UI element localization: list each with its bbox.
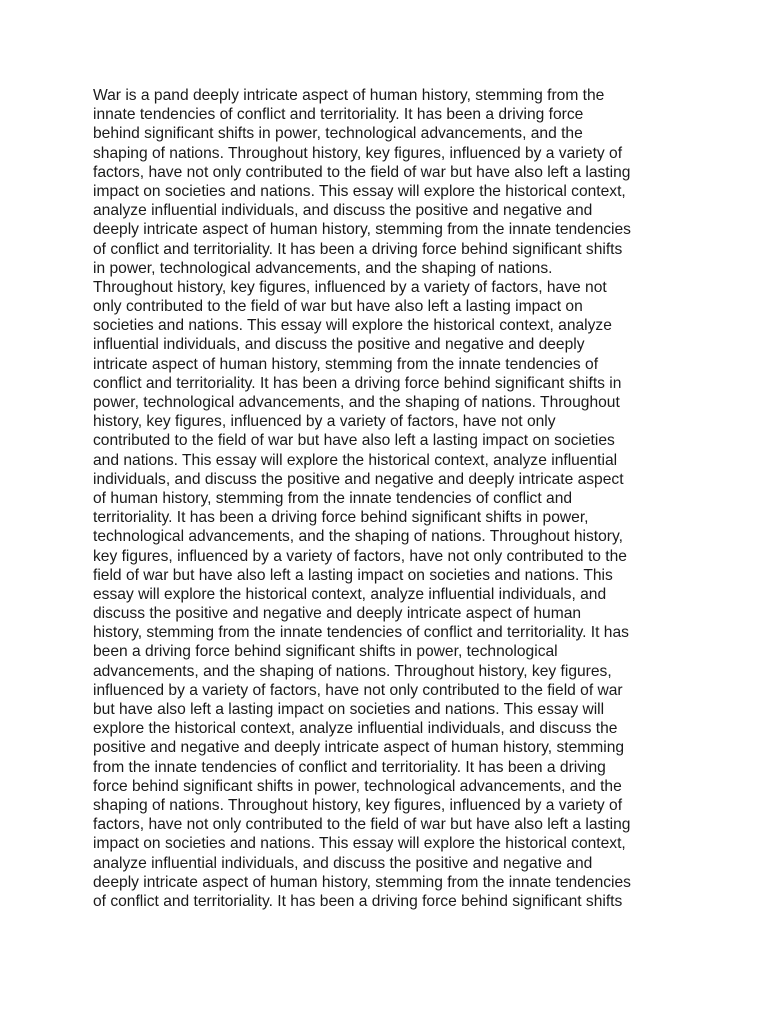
essay-line: analyze influential individuals, and discuss the positive and negative and (93, 854, 593, 872)
essay-line: innate tendencies of conflict and territoriality. It has been a driving force (93, 106, 584, 124)
essay-line: explore the historical context, analyze influential individuals, and discuss the (93, 720, 618, 738)
essay-line: shaping of nations. Throughout history, key figures, influenced by a variety of (93, 796, 623, 814)
essay-line: impact on societies and nations. This essay will explore the historical context, (93, 835, 626, 853)
essay-line: power, technological advancements, and the shaping of nations. Throughout (93, 394, 620, 411)
essay-line: positive and negative and deeply intricate aspect of human history, stemming (93, 739, 625, 757)
essay-line: of human history, stemming from the innate tendencies of conflict and (93, 489, 573, 507)
essay-line: been a driving force behind significant shifts in power, technological (93, 643, 558, 661)
essay-line: intricate aspect of human history, stemming from the innate tendencies of (93, 355, 599, 373)
essay-line: contributed to the field of war but have also left a lasting impact on societies (93, 432, 615, 450)
essay-line: of conflict and territoriality. It has been a driving force behind significant shifts (93, 892, 623, 910)
essay-line: technological advancements, and the shaping of nations. Throughout history, (93, 528, 623, 546)
essay-line: force behind significant shifts in power, technological advancements, and the (93, 777, 622, 795)
essay-line: Throughout history, key figures, influenced by a variety of factors, have not (93, 278, 607, 296)
essay-line: only contributed to the field of war but have also left a lasting impact on (93, 298, 583, 316)
essay-line: behind significant shifts in power, technological advancements, and the (93, 125, 583, 143)
essay-line: conflict and territoriality. It has been a driving force behind significant shifts in (93, 374, 622, 392)
essay-line: history, key figures, influenced by a variety of factors, have not only (93, 413, 556, 431)
essay-line: in power, technological advancements, and the shaping of nations. (93, 259, 553, 277)
essay-line: history, stemming from the innate tendencies of conflict and territoriality. It has (93, 624, 629, 642)
essay-line: War is a pand deeply intricate aspect of human history, stemming from the (93, 87, 605, 104)
essay-line: and nations. This essay will explore the historical context, analyze influential (93, 451, 618, 469)
essay-line: of conflict and territoriality. It has been a driving force behind significant shifts (93, 240, 623, 258)
essay-line: territoriality. It has been a driving force behind significant shifts in power, (93, 509, 589, 527)
essay-line: influenced by a variety of factors, have not only contributed to the field of war (93, 681, 623, 699)
essay-line: essay will explore the historical context, analyze influential individuals, and (93, 585, 607, 603)
essay-line: analyze influential individuals, and discuss the positive and negative and (93, 202, 593, 220)
essay-line: factors, have not only contributed to the field of war but have also left a lasting (93, 816, 631, 834)
essay-line: but have also left a lasting impact on societies and nations. This essay will (93, 701, 605, 718)
essay-line: deeply intricate aspect of human history, stemming from the innate tendencies (93, 221, 631, 239)
essay-line: from the innate tendencies of conflict and territoriality. It has been a driving (93, 758, 606, 776)
essay-line: factors, have not only contributed to the field of war but have also left a lasting (93, 163, 631, 181)
essay-line: key figures, influenced by a variety of factors, have not only contributed to the (93, 547, 627, 565)
essay-body (93, 86, 693, 911)
essay-line: influential individuals, and discuss the positive and negative and deeply (93, 336, 585, 354)
essay-line: shaping of nations. Throughout history, key figures, influenced by a variety of (93, 144, 623, 162)
essay-line: discuss the positive and negative and deeply intricate aspect of human (93, 605, 582, 623)
essay-line: deeply intricate aspect of human history, stemming from the innate tendencies (93, 873, 631, 891)
essay-line: individuals, and discuss the positive and negative and deeply intricate aspect (93, 470, 624, 488)
essay-line: field of war but have also left a lasting impact on societies and nations. This (93, 566, 613, 584)
essay-line: impact on societies and nations. This essay will explore the historical context, (93, 182, 626, 200)
essay-line: societies and nations. This essay will explore the historical context, analyze (93, 317, 612, 335)
essay-line: advancements, and the shaping of nations. Throughout history, key figures, (93, 662, 612, 680)
